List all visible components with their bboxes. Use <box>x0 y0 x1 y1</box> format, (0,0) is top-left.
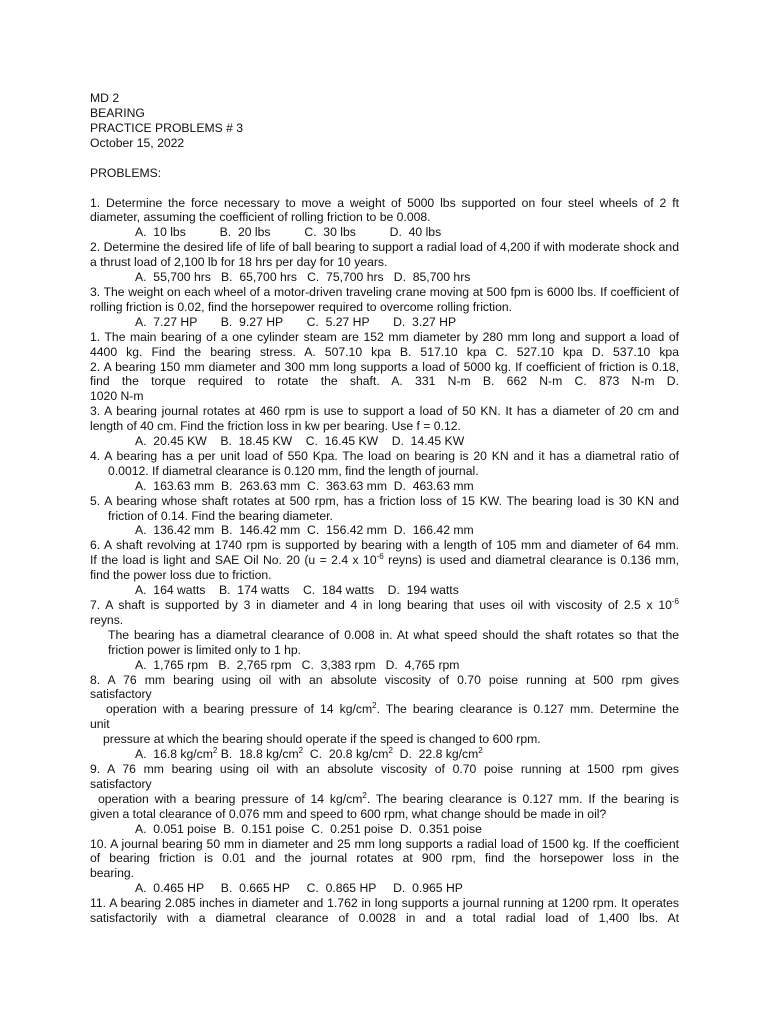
problem-text: 1. Determine the force necessary to move a weight of 5000 lbs supported on four steel wheels of 2 ft diameter, assuming the coefficient of rolling friction to be 0.008. <box>90 195 679 225</box>
problem-text: 9. A 76 mm bearing using oil with an absolute viscosity of 0.70 poise running at 1500 rpm gives <box>90 761 679 776</box>
problem-text: friction of 0.14. Find the bearing diameter. <box>108 508 333 523</box>
problem-text-part: operation with a bearing pressure of 14 kg/cm <box>106 702 373 717</box>
answer-choices: A. 163.63 mm B. 263.63 mm C. 363.63 mm D. 463.63 mm <box>135 478 474 493</box>
section-heading: PROBLEMS: <box>90 165 162 180</box>
exponent: 2 <box>212 746 218 756</box>
problem-text: 3. A bearing journal rotates at 460 rpm is use to support a load of 50 KN. It has a diameter of 20 cm and length of 40 cm. Find the friction loss in kw per bearing. Use f = 0.12. <box>90 404 679 434</box>
problem-text: satisfactory <box>90 687 152 702</box>
problem-text-part: reyns) is used and diametral clearance is 0.136 mm, <box>383 553 680 568</box>
choice-a: A. 16.8 kg/cm <box>135 747 213 762</box>
answer-choices: A. 0.465 HP B. 0.665 HP C. 0.865 HP D. 0.965 HP <box>135 881 463 896</box>
problem-text-part: 7. A shaft is supported by 3 in diameter and 4 in long bearing that uses oil with viscosity of 2.5 x 10 <box>90 598 672 612</box>
choice-b: B. 18.8 kg/cm <box>217 747 299 762</box>
problem-text: pressure at which the bearing should operate if the speed is changed to 600 rpm. <box>103 732 541 747</box>
exponent: -6 <box>671 597 679 606</box>
problem-text: 5. A bearing whose shaft rotates at 500 rpm, has a friction loss of 15 KW. The bearing load is 30 KN and <box>90 493 679 508</box>
choice-d: D. 22.8 kg/cm <box>392 747 479 762</box>
choice-c: C. 20.8 kg/cm <box>303 747 389 762</box>
problem-text-continued: 1020 N-m <box>90 389 144 404</box>
answer-choices: A. 1,765 rpm B. 2,765 rpm C. 3,383 rpm D. 4,765 rpm <box>135 657 460 672</box>
exponent: 2 <box>372 701 377 711</box>
answer-choices: A. 20.45 KW B. 18.45 KW C. 16.45 KW D. 14.45 KW <box>135 434 465 449</box>
problem-text: satisfactory <box>90 776 152 791</box>
document-title: PRACTICE PROBLEMS # 3 <box>90 120 244 135</box>
problem-text-part: . The bearing clearance is 0.127 mm. If the bearing is <box>366 791 679 806</box>
problem-text <box>90 792 679 807</box>
course-code: MD 2 <box>90 91 120 105</box>
problem-text: 2. A bearing 150 mm diameter and 300 mm long supports a load of 5000 kg. If coefficient of friction is 0.18, find the torque required to rotate the shaft. A. 331 N-m B. 662 N-m C. 873 N-m D. <box>90 359 679 389</box>
exponent: -6 <box>376 552 384 562</box>
problem-text: unit <box>90 717 110 732</box>
subject-heading: BEARING <box>90 105 145 120</box>
problem-text: 4. A bearing has a per unit load of 550 Kpa. The load on bearing is 20 KN and it has a diametral ratio of <box>90 448 679 463</box>
problem-text: 3. The weight on each wheel of a motor-driven traveling crane moving at 500 fpm is 6000 lbs. If coefficient of rolling friction is 0.02, find the horsepower required to overcome rolling friction. <box>90 284 679 314</box>
exponent: 2 <box>362 790 367 800</box>
answer-choices: A. 55,700 hrs B. 65,700 hrs C. 75,700 hrs D. 85,700 hrs <box>135 270 471 285</box>
problem-text <box>90 598 679 613</box>
problem-text: reyns. <box>90 612 124 627</box>
problem-text: 0.0012. If diametral clearance is 0.120 mm, find the length of journal. <box>108 463 479 478</box>
problem-text <box>90 702 679 717</box>
problem-text: The bearing has a diametral clearance of 0.008 in. At what speed should the shaft rotates so that the friction power is limited only to 1 hp. <box>108 627 679 657</box>
answer-choices <box>90 747 679 762</box>
problem-text: find the power loss due to friction. <box>90 568 272 583</box>
problem-text-part: If the load is light and SAE Oil No. 20 (u = 2.4 x 10 <box>90 553 377 568</box>
answer-choices: A. 7.27 HP B. 9.27 HP C. 5.27 HP D. 3.27 HP <box>135 314 457 329</box>
answer-choices: A. 164 watts B. 174 watts C. 184 watts D. 194 watts <box>135 583 459 598</box>
problem-text <box>90 553 679 568</box>
problem-text-part: operation with a bearing pressure of 14 kg/cm <box>98 791 363 806</box>
problem-text-continued: bearing. <box>90 866 135 881</box>
problem-text: 8. A 76 mm bearing using oil with an absolute viscosity of 0.70 poise running at 500 rpm gives <box>90 672 679 687</box>
problem-text: given a total clearance of 0.076 mm and speed to 600 rpm, what change should be made in oil? <box>90 806 607 821</box>
problem-text: 2. Determine the desired life of life of ball bearing to support a radial load of 4,200 if with moderate shock and a thrust load of 2,100 lb for 18 hrs per day for 10 years. <box>90 240 679 270</box>
problem-text: 11. A bearing 2.085 inches in diameter and 1.762 in long supports a journal running at 1200 rpm. It operates satisfactorily with a diametral clearance of 0.0028 in and a total radial load of 1,400 lbs. At <box>90 896 679 926</box>
document-date: October 15, 2022 <box>90 135 185 150</box>
document-body <box>90 91 679 926</box>
answer-choices: A. 136.42 mm B. 146.42 mm C. 156.42 mm D. 166.42 mm <box>135 523 474 538</box>
answer-choices: A. 0.051 poise B. 0.151 poise C. 0.251 poise D. 0.351 poise <box>135 821 482 836</box>
exponent: 2 <box>388 746 393 756</box>
problem-text: 1. The main bearing of a one cylinder steam are 152 mm diameter by 280 mm long and support a load of 4400 kg. Find the bearing stress. A. 507.10 kpa B. 517.10 kpa C. 527.10 kpa D. 537.10 kpa <box>90 329 679 359</box>
problem-text: 6. A shaft revolving at 1740 rpm is supported by bearing with a length of 105 mm and diameter of 64 mm. <box>90 538 679 553</box>
answer-choices: A. 10 lbs B. 20 lbs C. 30 lbs D. 40 lbs <box>135 225 442 240</box>
problem-text: 10. A journal bearing 50 mm in diameter and 25 mm long supports a radial load of 1500 kg. If the coefficient of bearing friction is 0.01 and the journal rotates at 900 rpm, find the horsepower loss in the <box>90 836 679 866</box>
problem-text-part: . The bearing clearance is 0.127 mm. Determine the <box>376 702 679 717</box>
exponent: 2 <box>298 746 304 756</box>
exponent: 2 <box>478 746 483 756</box>
